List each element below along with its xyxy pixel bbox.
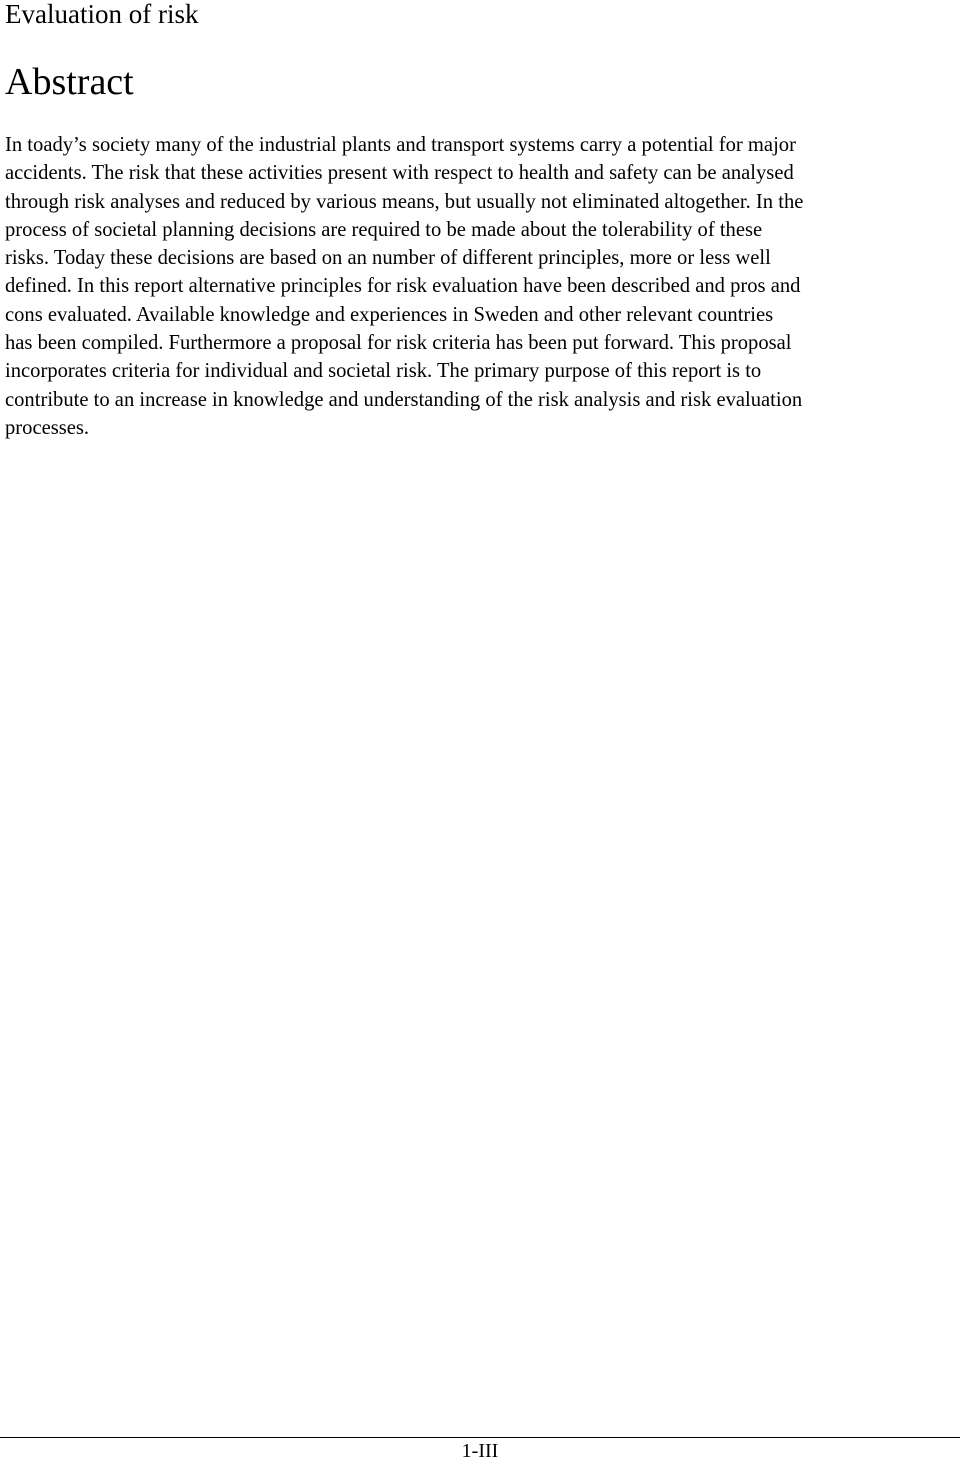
- abstract-line: risks. Today these decisions are based on an number of different principles, more or less well: [5, 247, 771, 270]
- abstract-line: processes.: [5, 416, 90, 439]
- abstract-line: process of societal planning decisions are required to be made about the tolerability of these: [5, 218, 763, 241]
- page-number: 1-III: [461, 1440, 499, 1462]
- abstract-line: through risk analyses and reduced by various means, but usually not eliminated altogether. In the: [5, 190, 804, 213]
- abstract-line: contribute to an increase in knowledge and understanding of the risk analysis and risk evaluation: [5, 388, 803, 411]
- abstract-line: incorporates criteria for individual and societal risk. The primary purpose of this report is to: [5, 360, 762, 383]
- abstract-line: accidents. The risk that these activities present with respect to health and safety can be analysed: [5, 162, 794, 185]
- footer-divider: [0, 1437, 960, 1438]
- abstract-line: cons evaluated. Available knowledge and experiences in Sweden and other relevant countries: [5, 303, 774, 326]
- abstract-line: has been compiled. Furthermore a proposal for risk criteria has been put forward. This proposal: [5, 332, 792, 355]
- abstract-paragraph: [5, 131, 957, 442]
- running-header: Evaluation of risk: [5, 0, 199, 29]
- abstract-line: defined. In this report alternative principles for risk evaluation have been described and pros and: [5, 275, 801, 298]
- abstract-line: In toady’s society many of the industrial plants and transport systems carry a potential for major: [5, 134, 796, 156]
- abstract-heading: Abstract: [5, 61, 134, 103]
